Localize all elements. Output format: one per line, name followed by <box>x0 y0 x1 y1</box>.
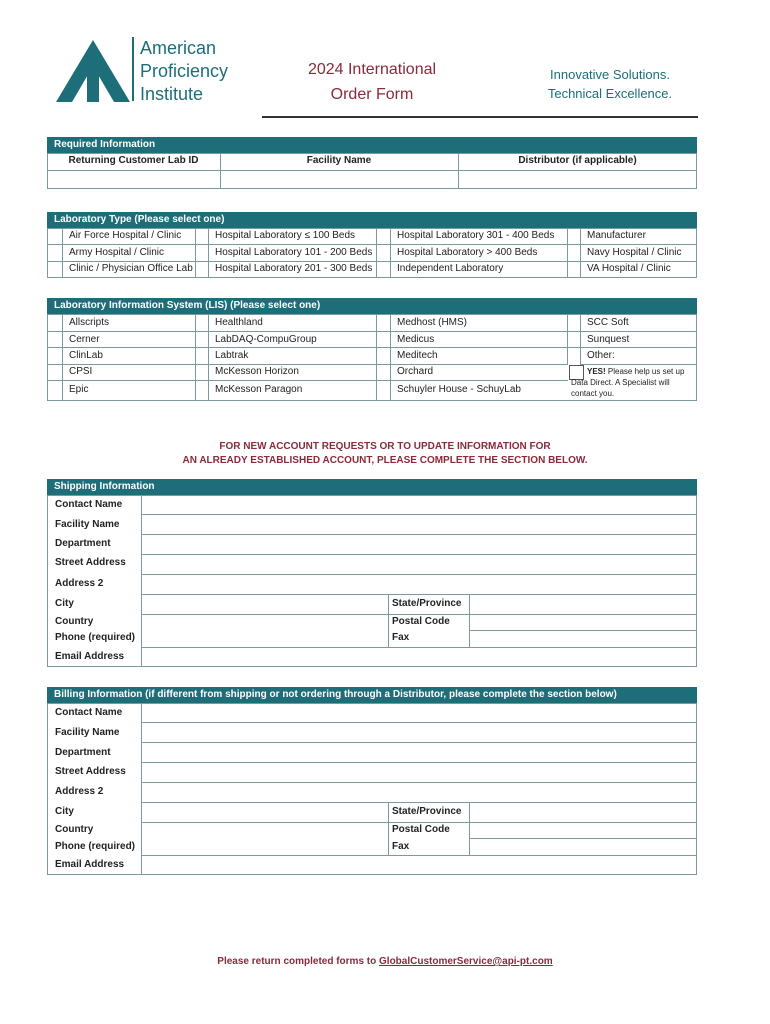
logo-divider <box>132 37 134 101</box>
lab-type-checkbox-hosp-over-400[interactable] <box>377 245 390 261</box>
divider <box>47 380 568 381</box>
billing-state-label: State/Province <box>392 806 462 817</box>
lis-option: Healthland <box>215 317 263 328</box>
shipping-field-label: Facility Name <box>55 519 120 530</box>
billing-heading: Billing Information (if different from shipping or not ordering through a Distributor, please complete the section below) <box>47 687 697 703</box>
divider <box>208 228 209 278</box>
account-notice-line-2: AN ALREADY ESTABLISHED ACCOUNT, PLEASE COMPLETE THE SECTION BELOW. <box>182 455 588 466</box>
billing-field-label: Phone (required) <box>55 841 136 852</box>
lis-option: Labtrak <box>215 350 249 361</box>
lis-option: ClinLab <box>69 350 103 361</box>
divider <box>580 364 697 365</box>
shipping-field-label: Contact Name <box>55 499 123 510</box>
billing-facility-name-field[interactable] <box>142 723 696 742</box>
lab-type-checkbox-hosp-300[interactable] <box>196 262 208 277</box>
lab-type-option: Independent Laboratory <box>397 263 504 274</box>
shipping-field-label: Country <box>55 616 94 627</box>
billing-field-label: Facility Name <box>55 727 120 738</box>
shipping-phone-field[interactable] <box>142 631 388 647</box>
divider <box>388 802 389 855</box>
divider <box>47 364 568 365</box>
lab-type-option: Hospital Laboratory 201 - 300 Beds <box>215 263 373 274</box>
logo-text-line-1: American <box>140 38 217 58</box>
data-direct-line-2: Data Direct. A Specialist will <box>571 378 670 387</box>
divider <box>62 228 63 278</box>
required-info-heading: Required Information <box>47 137 697 153</box>
distributor-label: Distributor (if applicable) <box>518 155 637 166</box>
billing-field-label: Address 2 <box>55 786 104 797</box>
form-title-line-2: Order Form <box>330 86 414 103</box>
lis-option: Medicus <box>397 334 435 345</box>
lab-type-checkbox-navy[interactable] <box>568 245 580 261</box>
lab-type-option: Army Hospital / Clinic <box>69 247 165 258</box>
lis-option: Allscripts <box>69 317 110 328</box>
lis-option: Meditech <box>397 350 438 361</box>
shipping-field-label: City <box>55 598 74 609</box>
lis-option: Orchard <box>397 366 434 377</box>
shipping-street-address-field[interactable] <box>142 555 696 574</box>
logo-text-line-3: Institute <box>140 84 204 104</box>
billing-department-field[interactable] <box>142 743 696 762</box>
billing-city-field[interactable] <box>142 803 388 822</box>
account-notice-line-1: FOR NEW ACCOUNT REQUESTS OR TO UPDATE INFORMATION FOR <box>219 441 551 452</box>
billing-country-field[interactable] <box>142 823 388 838</box>
lab-type-checkbox-va[interactable] <box>568 262 580 277</box>
divider <box>580 228 581 278</box>
lis-option: LabDAQ-CompuGroup <box>215 334 317 345</box>
shipping-fax-label: Fax <box>392 632 410 643</box>
billing-field-label: Contact Name <box>55 707 123 718</box>
shipping-address-2-field[interactable] <box>142 575 696 594</box>
divider <box>376 314 377 401</box>
lab-type-checkbox-hosp-100[interactable] <box>196 229 208 244</box>
billing-fax-field[interactable] <box>470 839 696 855</box>
shipping-department-field[interactable] <box>142 535 696 554</box>
lab-type-option: Air Force Hospital / Clinic <box>69 230 182 241</box>
shipping-field-label: Department <box>55 538 111 549</box>
shipping-contact-name-field[interactable] <box>142 496 696 514</box>
divider <box>195 314 196 401</box>
divider <box>567 314 568 364</box>
tagline-line-1: Innovative Solutions. <box>550 67 670 82</box>
shipping-country-field[interactable] <box>142 615 388 630</box>
lab-type-checkbox-air-force[interactable] <box>48 229 62 244</box>
lab-type-option: Clinic / Physician Office Lab <box>69 263 193 274</box>
api-logo-icon <box>56 40 130 102</box>
footer-note <box>0 956 770 967</box>
divider <box>390 228 391 278</box>
lab-type-option: Manufacturer <box>587 230 646 241</box>
billing-field-label: City <box>55 806 74 817</box>
facility-name-label: Facility Name <box>306 155 372 166</box>
lab-type-option: Navy Hospital / Clinic <box>587 247 682 258</box>
billing-field-label: Street Address <box>55 766 126 777</box>
billing-field-label: Department <box>55 747 111 758</box>
lis-option: CPSI <box>69 366 93 377</box>
form-title-line-1: 2024 International <box>307 61 437 78</box>
lab-type-checkbox-clinic[interactable] <box>48 262 62 277</box>
returning-lab-id-label: Returning Customer Lab ID <box>68 155 199 166</box>
billing-state-field[interactable] <box>470 803 696 822</box>
lab-type-checkbox-manufacturer[interactable] <box>568 229 580 244</box>
billing-postal-label: Postal Code <box>392 824 450 835</box>
facility-name-field[interactable] <box>221 171 457 188</box>
billing-address-2-field[interactable] <box>142 783 696 802</box>
returning-lab-id-field[interactable] <box>48 171 219 188</box>
billing-postal-field[interactable] <box>470 823 696 838</box>
billing-street-address-field[interactable] <box>142 763 696 782</box>
lis-option: McKesson Paragon <box>215 384 303 395</box>
shipping-facility-name-field[interactable] <box>142 515 696 534</box>
billing-field-label: Country <box>55 824 94 835</box>
shipping-city-field[interactable] <box>142 595 388 614</box>
lab-type-option: Hospital Laboratory ≤ 100 Beds <box>215 230 356 241</box>
shipping-field-label: Street Address <box>55 557 126 568</box>
lis-option: Other: <box>587 350 615 361</box>
support-email-link[interactable]: GlobalCustomerService@api-pt.com <box>379 956 553 967</box>
shipping-field-label: Email Address <box>55 651 125 662</box>
data-direct-line-3: contact you. <box>571 389 615 398</box>
lis-option: Medhost (HMS) <box>397 317 468 328</box>
billing-email-field[interactable] <box>142 856 696 874</box>
billing-fax-label: Fax <box>392 841 410 852</box>
divider <box>388 594 389 647</box>
shipping-postal-field[interactable] <box>470 615 696 630</box>
lab-type-option: Hospital Laboratory 101 - 200 Beds <box>215 247 373 258</box>
distributor-field[interactable] <box>459 171 696 188</box>
lab-type-option: VA Hospital / Clinic <box>587 263 671 274</box>
tagline-line-2: Technical Excellence. <box>547 86 673 101</box>
shipping-fax-field[interactable] <box>470 631 696 647</box>
lis-heading: Laboratory Information System (LIS) (Please select one) <box>47 298 697 314</box>
divider <box>390 314 391 401</box>
data-direct-yes: YES! <box>587 367 606 376</box>
footer-text: Please return completed forms to <box>217 956 380 967</box>
lis-option: SCC Soft <box>587 317 629 328</box>
billing-phone-field[interactable] <box>142 839 388 855</box>
lab-type-checkbox-hosp-400[interactable] <box>377 229 390 244</box>
header-rule <box>262 116 698 118</box>
lab-type-option: Hospital Laboratory 301 - 400 Beds <box>397 230 555 241</box>
lab-type-checkbox-army[interactable] <box>48 245 62 261</box>
lab-type-checkbox-independent[interactable] <box>377 262 390 277</box>
data-direct-help: Please help us set up <box>605 367 685 376</box>
lab-type-heading: Laboratory Type (Please select one) <box>47 212 697 228</box>
data-direct-line-1 <box>587 366 684 377</box>
lab-type-option: Hospital Laboratory > 400 Beds <box>397 247 538 258</box>
lis-option: Epic <box>69 384 89 395</box>
divider <box>580 314 581 364</box>
shipping-field-label: Address 2 <box>55 578 104 589</box>
lis-option: Schuyler House - SchuyLab <box>397 384 521 395</box>
lis-option: Sunquest <box>587 334 630 345</box>
shipping-state-field[interactable] <box>470 595 696 614</box>
divider <box>62 314 63 401</box>
lis-option: Cerner <box>69 334 100 345</box>
lab-type-checkbox-hosp-200[interactable] <box>196 245 208 261</box>
lis-other-field[interactable] <box>620 348 696 363</box>
shipping-email-field[interactable] <box>142 648 696 666</box>
shipping-heading: Shipping Information <box>47 479 697 495</box>
billing-contact-name-field[interactable] <box>142 704 696 722</box>
logo-text-line-2: Proficiency <box>140 61 229 81</box>
lis-option: McKesson Horizon <box>215 366 299 377</box>
divider <box>208 314 209 401</box>
shipping-state-label: State/Province <box>392 598 462 609</box>
billing-field-label: Email Address <box>55 859 125 870</box>
shipping-field-label: Phone (required) <box>55 632 136 643</box>
shipping-postal-label: Postal Code <box>392 616 450 627</box>
